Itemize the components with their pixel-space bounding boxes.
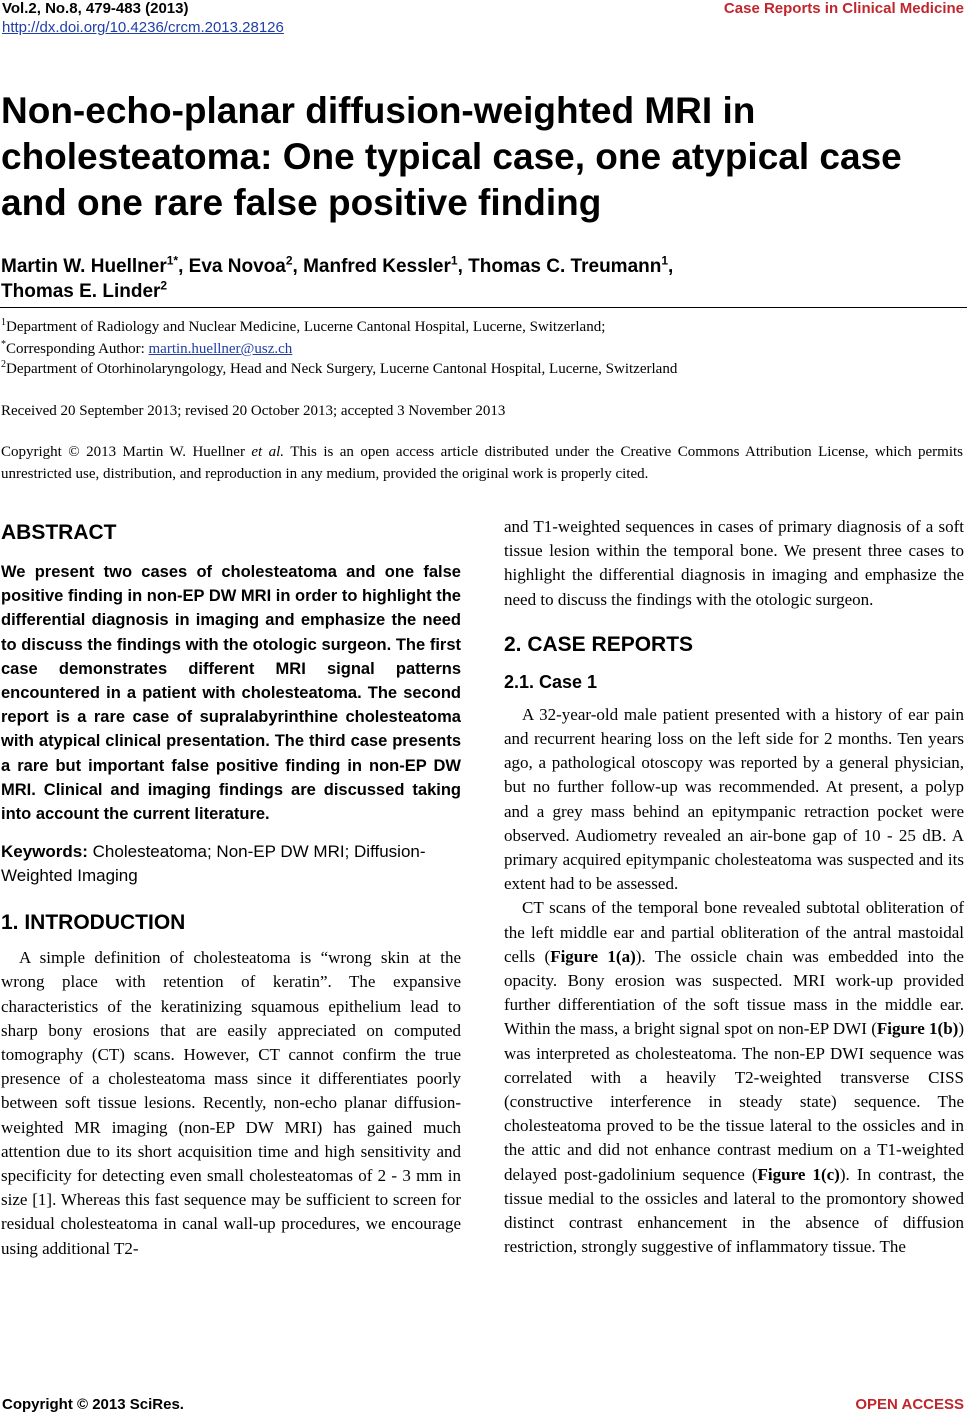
intro-paragraph: A simple definition of cholesteatoma is “wrong skin at the wrong place with retention of keratin”. The expansive characteristics of the keratinizing squamous epithelium lead to sharp bony erosions that are easily appreciated on computed tomography (CT) scans. However, CT cannot confirm the true presence of a cholesteatoma mass since it differentiates poorly between soft tissue lesions. Recently, non-echo planar diffusion-weighted MR imaging (non-EP DW MRI) has gained much attention due to its short acquisition time and high sensitivity and specificity for detecting even small cholesteatomas of 2 - 3 mm in size [1]. Whereas this fast sequence may be sufficient to screen for residual cholesteatoma in canal wall-up procedures, we encourage using additional T2-: [1, 948, 461, 1258]
left-column: [1, 515, 461, 1261]
divider: [0, 307, 967, 308]
case1-paragraph-2: CT scans of the temporal bone revealed subtotal obliteration of the left middle ear and partial obliteration of the antral mastoidal cells (Figure 1(a)). The ossicle chain was embedded into the opacity. Bony erosion was suspected. MRI work-up provided further differentiation of the soft tissue mass in the middle ear. Within the mass, a bright signal spot on non-EP DWI (Figure 1(b)) was interpreted as cholesteatoma. The non-EP DWI sequence was correlated with a heavily T2-weighted transverse CISS (constructive interference in steady state) sequence. The cholesteatoma proved to be the tissue lateral to the ossicles and in the attic and did not enhance contrast medium on a T1-weighted delayed post-gadolinium sequence (Figure 1(c)). In contrast, the tissue medial to the ossicles and lateral to the promontory showed distinct contrast enhancement in the absence of diffusion restriction, strongly suggestive of inflammatory tissue. The: [504, 898, 965, 1257]
case1-paragraph-1: A 32-year-old male patient presented with a history of ear pain and recurrent hearing loss on the left side for 2 months. Ten years ago, a pathological otoscopy was reported by a general physician, but no further follow-up was recommended. At present, a polyp and a grey mass behind an epitympanic retraction pocket were observed. Audiometry revealed an air-bone gap of 10 - 25 dB. A primary acquired epitympanic cholesteatoma was suspected and its extent had to be assessed.: [504, 704, 964, 894]
author-list: [1, 254, 961, 304]
author: Martin W. Huellner$^{1*}$,: [1, 253, 189, 277]
figure-ref[interactable]: Figure 1(a): [550, 946, 636, 966]
intro-heading: 1. INTRODUCTION: [1, 911, 186, 935]
right-column: [504, 515, 964, 1259]
author: Eva Novoa$^2$,: [188, 253, 304, 277]
keywords: Keywords: Cholesteatoma; Non-EP DW MRI; Diffusion-Weighted Imaging: [1, 842, 426, 886]
doi-link[interactable]: http://dx.doi.org/10.4236/crcm.2013.28126: [2, 19, 284, 36]
intro-paragraph-continued: and T1-weighted sequences in cases of primary diagnosis of a soft tissue lesion within the temporal bone. We present three cases to highlight the differential diagnosis in imaging and emphasize the need to discuss the findings with the otologic surgeon.: [504, 517, 964, 609]
open-access-label: OPEN ACCESS: [855, 1396, 964, 1413]
author: Manfred Kessler$^1$,: [303, 253, 469, 277]
affiliation-2: $^2$Department of Otorhinolaryngology, Head and Neck Surgery, Lucerne Cantonal Hospital, Lucerne, Switzerland: [1, 359, 678, 377]
case-reports-heading: 2. CASE REPORTS: [504, 632, 694, 656]
footer-copyright: Copyright © 2013 SciRes.: [2, 1396, 184, 1413]
abstract-heading: ABSTRACT: [1, 521, 117, 544]
corresponding-author: *Corresponding Author: martin.huellner@usz.ch: [1, 339, 293, 357]
author: Thomas E. Linder$^2$: [1, 278, 168, 302]
abstract-text: We present two cases of cholesteatoma and one false positive finding in non-EP DW MRI in order to highlight the differential diagnosis in imaging and emphasize the need to discuss the findings with the otologic surgeon. The first case demonstrates different MRI signal patterns encountered in a patient with cholesteatoma. The second report is a rare case of supralabyrinthine cholesteatoma with atypical clinical presentation. The third case presents a rare but important false positive finding in non-EP DW MRI. Clinical and imaging findings are discussed taking into account the current literature.: [1, 563, 461, 824]
case1-heading: 2.1. Case 1: [504, 671, 598, 692]
journal-name: Case Reports in Clinical Medicine: [723, 0, 964, 17]
email-link[interactable]: martin.huellner@usz.ch: [148, 341, 293, 357]
figure-ref[interactable]: Figure 1(c): [757, 1164, 840, 1184]
affiliation-1: $^1$Department of Radiology and Nuclear Medicine, Lucerne Cantonal Hospital, Lucerne, Switzerland;: [1, 317, 606, 335]
article-title: Non-echo-planar diffusion-weighted MRI in cholesteatoma: One typical case, one atypical case and one rare false positive finding: [1, 90, 902, 223]
received-dates: Received 20 September 2013; revised 20 October 2013; accepted 3 November 2013: [1, 403, 506, 419]
volume-info: Vol.2, No.8, 479-483 (2013): [2, 0, 189, 17]
copyright-notice: Copyright © 2013 Martin W. Huellner et al. This is an open access article distributed under the Creative Commons Attribution License, which permits unrestricted use, distribution, and reproduction in any medium, provided the original work is properly cited.: [1, 444, 964, 482]
figure-ref[interactable]: Figure 1(b): [876, 1019, 959, 1039]
author: Thomas C. Treumann$^1$,: [468, 253, 674, 277]
